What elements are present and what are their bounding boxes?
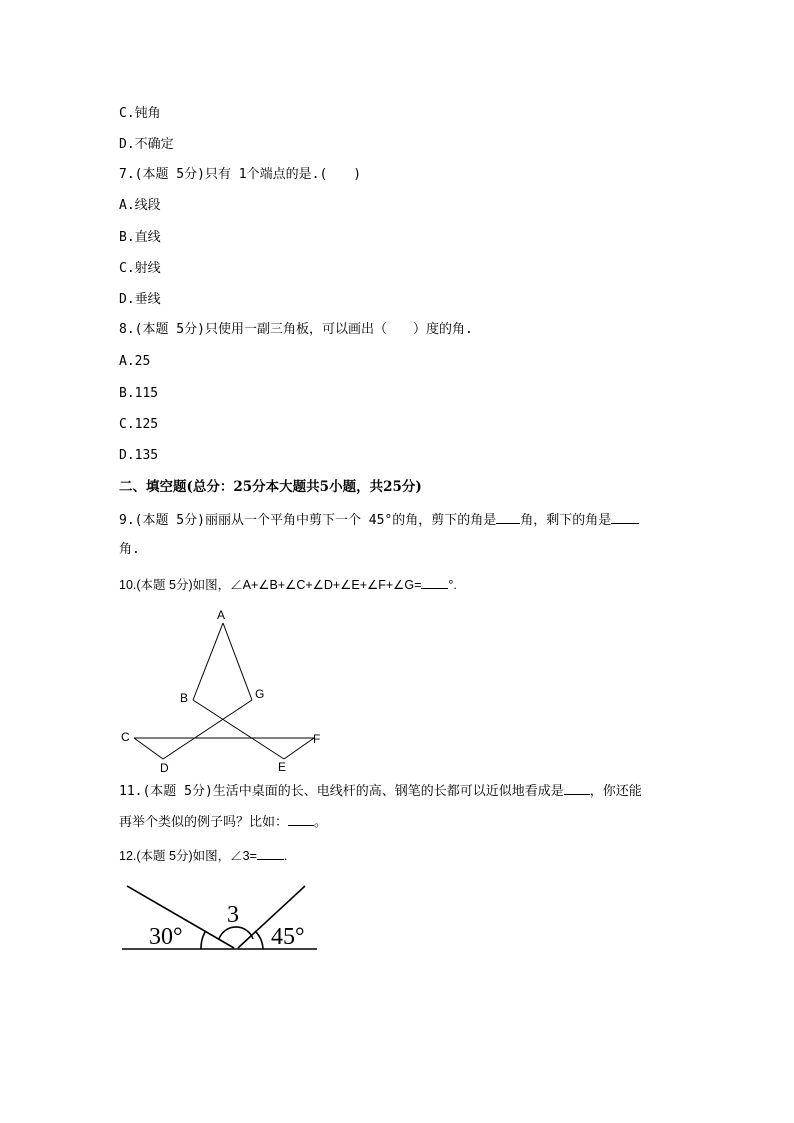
q11-text-2: ，你还能 [589, 784, 642, 799]
label-45: 45° [271, 924, 305, 950]
arc-30 [201, 932, 205, 949]
q10-suffix: °. [448, 578, 457, 592]
q7-stem: 7.(本题 5分)只有 1个端点的是.( ) [119, 167, 362, 182]
arc-45 [255, 931, 263, 949]
label-3: 3 [227, 902, 239, 928]
label-a: A [217, 608, 226, 622]
q7-option-b: B.直线 [119, 230, 161, 245]
q8-stem: 8.(本题 5分)只使用一副三角板，可以画出（ ）度的角. [119, 322, 473, 337]
q10-stem: 10.(本题 5分)如图，∠A+∠B+∠C+∠D+∠E+∠F+∠G= [119, 578, 422, 592]
q9-text-1: 9.(本题 5分)丽丽从一个平角中剪下一个 45°的角，剪下的角是 [119, 513, 497, 528]
q12-suffix: . [283, 849, 288, 863]
q7-option-c: C.射线 [119, 261, 161, 276]
q11-text-1: 11.(本题 5分)生活中桌面的长、电线杆的高、钢笔的长都可以近似地看成是 [119, 784, 564, 799]
label-g: G [255, 687, 265, 701]
label-b: B [180, 691, 189, 705]
section-title: 二、填空题(总分：25分本大题共5小题，共25分) [119, 479, 422, 495]
q8-option-b: B.115 [119, 386, 159, 401]
label-c: C [121, 730, 130, 744]
arc-3 [219, 927, 253, 939]
q6-option-d: D.不确定 [119, 137, 174, 152]
q7-option-d: D.垂线 [119, 292, 161, 307]
label-d: D [160, 761, 169, 775]
q8-option-a: A.25 [119, 354, 151, 369]
label-f: F [313, 732, 321, 746]
label-30: 30° [149, 924, 183, 950]
q12-stem: 12.(本题 5分)如图，∠3= [119, 849, 257, 863]
q8-option-c: C.125 [119, 417, 159, 432]
q11-text-3: 再举个类似的例子吗？比如： [119, 815, 289, 830]
q8-option-d: D.135 [119, 448, 159, 463]
q9-text-3: 角. [119, 542, 140, 557]
q6-option-c: C.钝角 [119, 106, 161, 121]
q9-text-2: 角，剩下的角是 [520, 513, 612, 528]
q7-option-a: A.线段 [119, 198, 161, 213]
label-e: E [278, 760, 287, 774]
q11-text-4: 。 [314, 815, 328, 830]
